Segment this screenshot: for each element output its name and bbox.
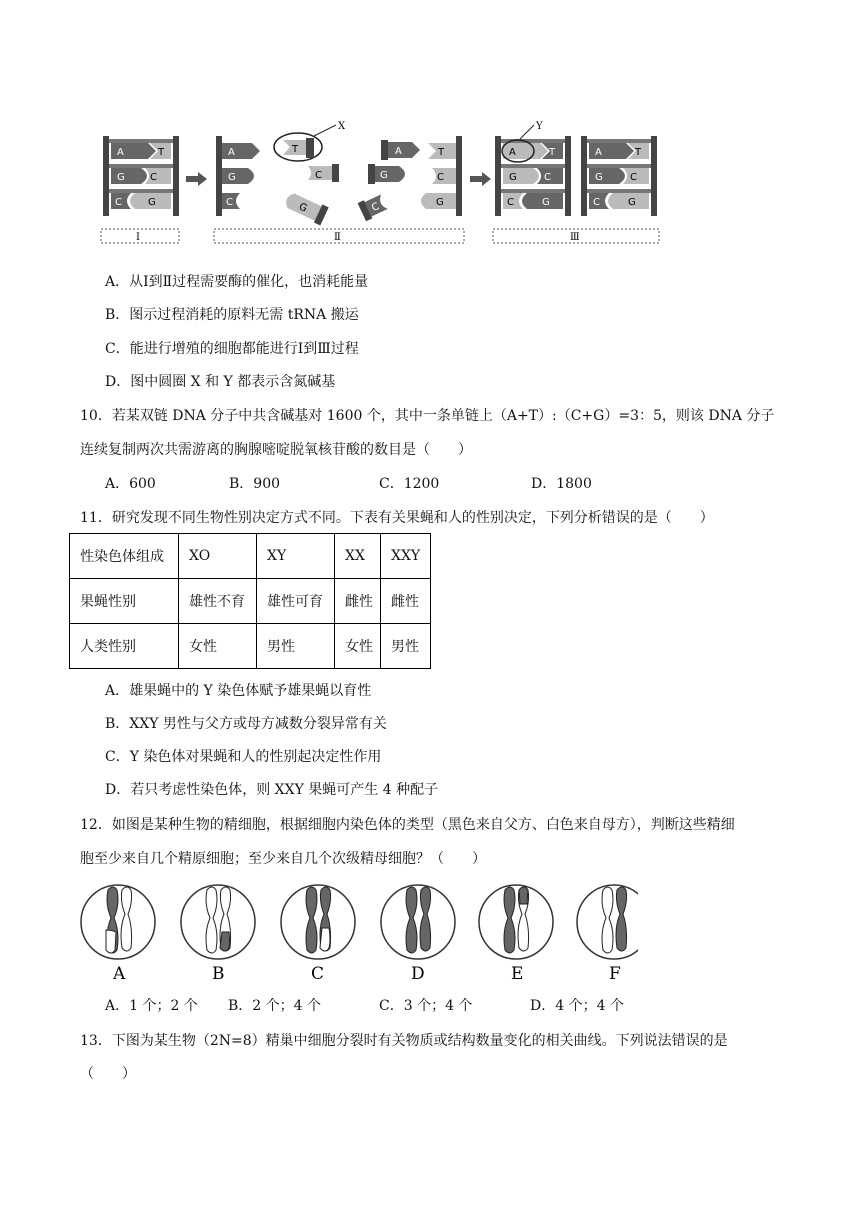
table-cell: 男性 — [257, 624, 335, 669]
q12-option-b: B．2 个；4 个 — [228, 998, 322, 1014]
table-cell: 雄性可育 — [257, 579, 335, 624]
table-cell: 雌性 — [335, 579, 381, 624]
svg-text:C: C — [370, 201, 382, 214]
q10-stem-line1: 10．若某双链 DNA 分子中共含碱基对 1600 个，其中一条单链上（A+T）:（C+G）=3：5，则该 DNA 分子 — [80, 408, 775, 424]
stage-ii-diagram — [216, 121, 462, 225]
table-cell: XXY — [381, 534, 431, 579]
svg-text:C: C — [115, 197, 122, 208]
svg-text:C: C — [544, 172, 551, 183]
svg-text:C: C — [226, 197, 233, 208]
svg-text:T: T — [635, 147, 642, 158]
q12-stem-line2: 胞至少来自几个精原细胞；至少来自几个次级精母细胞？（ ） — [80, 851, 486, 867]
label-y: Y — [536, 121, 543, 132]
table-cell: 人类性别 — [70, 624, 179, 669]
cell-label-a: A — [113, 964, 126, 982]
stage-i-diagram — [103, 136, 179, 216]
table-row — [70, 534, 431, 579]
q9-option-d: D．图中圆圈 X 和 Y 都表示含氮碱基 — [105, 374, 336, 390]
sex-determination-table — [69, 533, 431, 669]
cell-label-f: F — [609, 964, 621, 982]
svg-text:T: T — [549, 147, 556, 158]
dna-replication-figure — [96, 116, 668, 250]
svg-text:C: C — [593, 197, 600, 208]
table-row — [70, 579, 431, 624]
label-x: X — [338, 121, 346, 132]
svg-text:G: G — [228, 172, 236, 183]
svg-text:G: G — [380, 170, 388, 181]
stage-label-iii: Ⅲ — [570, 232, 580, 243]
svg-text:C: C — [507, 197, 514, 208]
table-cell: 雌性 — [381, 579, 431, 624]
svg-text:C: C — [315, 170, 322, 181]
svg-text:G: G — [509, 172, 517, 183]
cell-c — [281, 885, 355, 982]
svg-text:G: G — [542, 197, 550, 208]
q13-stem-line1: 13．下图为某生物（2N=8）精巢中细胞分裂时有关物质或结构数量变化的相关曲线。下列说法错误的是 — [80, 1033, 728, 1049]
cell-label-d: D — [411, 964, 425, 982]
cell-b — [181, 885, 255, 982]
q12-option-c: C．3 个；4 个 — [379, 998, 473, 1014]
svg-text:A: A — [228, 147, 235, 158]
svg-text:G: G — [595, 172, 603, 183]
svg-text:A: A — [395, 146, 402, 157]
q11-option-a: A．雄果蝇中的 Y 染色体赋予雄果蝇以育性 — [105, 683, 372, 699]
q11-option-d: D．若只考虑性染色体，则 XXY 果蝇可产生 4 种配子 — [105, 782, 439, 798]
svg-text:C: C — [437, 172, 444, 183]
cell-label-e: E — [511, 964, 524, 982]
table-cell: XO — [179, 534, 257, 579]
svg-text:G: G — [436, 197, 444, 208]
cell-label-b: B — [212, 964, 225, 982]
svg-text:A: A — [595, 147, 602, 158]
cell-a — [81, 885, 155, 982]
table-cell: 果蝇性别 — [70, 579, 179, 624]
svg-text:A: A — [509, 147, 516, 158]
q10-option-d: D．1800 — [531, 476, 592, 492]
cell-d — [381, 885, 455, 982]
cell-label-c: C — [311, 964, 325, 982]
q9-option-a: A．从Ⅰ到Ⅱ过程需要酶的催化，也消耗能量 — [105, 274, 369, 290]
q12-option-d: D．4 个；4 个 — [530, 998, 624, 1014]
q11-option-c: C．Y 染色体对果蝇和人的性别起决定性作用 — [105, 749, 382, 765]
table-cell: XY — [257, 534, 335, 579]
q12-option-a: A．1 个；2 个 — [105, 998, 198, 1014]
table-cell: 男性 — [381, 624, 431, 669]
table-row — [70, 624, 431, 669]
svg-text:T: T — [292, 144, 299, 155]
base-t: T — [158, 147, 165, 158]
q12-stem-line1: 12．如图是某种生物的精细胞，根据细胞内染色体的类型（黑色来自父方、白色来自母方），判断这些精细 — [80, 817, 735, 833]
q10-option-b: B．900 — [229, 476, 281, 492]
base-a: A — [117, 147, 124, 158]
q9-option-c: C．能进行增殖的细胞都能进行Ⅰ到Ⅲ过程 — [105, 341, 359, 357]
stage-label-ii: Ⅱ — [334, 232, 341, 243]
svg-text:T: T — [438, 147, 445, 158]
svg-text:G: G — [628, 197, 636, 208]
stage-label-i: Ⅰ — [136, 232, 140, 243]
table-cell: 性染色体组成 — [70, 534, 179, 579]
svg-text:G: G — [117, 172, 125, 183]
q10-option-c: C．1200 — [379, 476, 440, 492]
stage-iii-diagram — [495, 121, 657, 216]
sperm-cells-figure — [78, 856, 638, 982]
q11-stem: 11．研究发现不同生物性别决定方式不同。下表有关果蝇和人的性别决定，下列分析错误的是（ ） — [80, 510, 714, 526]
cell-f — [577, 885, 638, 982]
q11-option-b: B．XXY 男性与父方或母方减数分裂异常有关 — [105, 716, 387, 732]
q10-option-a: A．600 — [105, 476, 156, 492]
q9-option-b: B．图示过程消耗的原料无需 tRNA 搬运 — [105, 307, 359, 323]
cell-e — [479, 885, 553, 982]
q10-stem-line2: 连续复制两次共需游离的胸腺嘧啶脱氧核苷酸的数目是（ ） — [80, 442, 472, 458]
table-cell: 女性 — [335, 624, 381, 669]
table-cell: 雄性不育 — [179, 579, 257, 624]
svg-text:C: C — [150, 172, 157, 183]
q13-stem-line2: （ ） — [80, 1066, 136, 1082]
table-cell: XX — [335, 534, 381, 579]
svg-text:G: G — [148, 197, 156, 208]
table-cell: 女性 — [179, 624, 257, 669]
svg-text:G: G — [297, 201, 309, 215]
svg-text:C: C — [630, 172, 637, 183]
